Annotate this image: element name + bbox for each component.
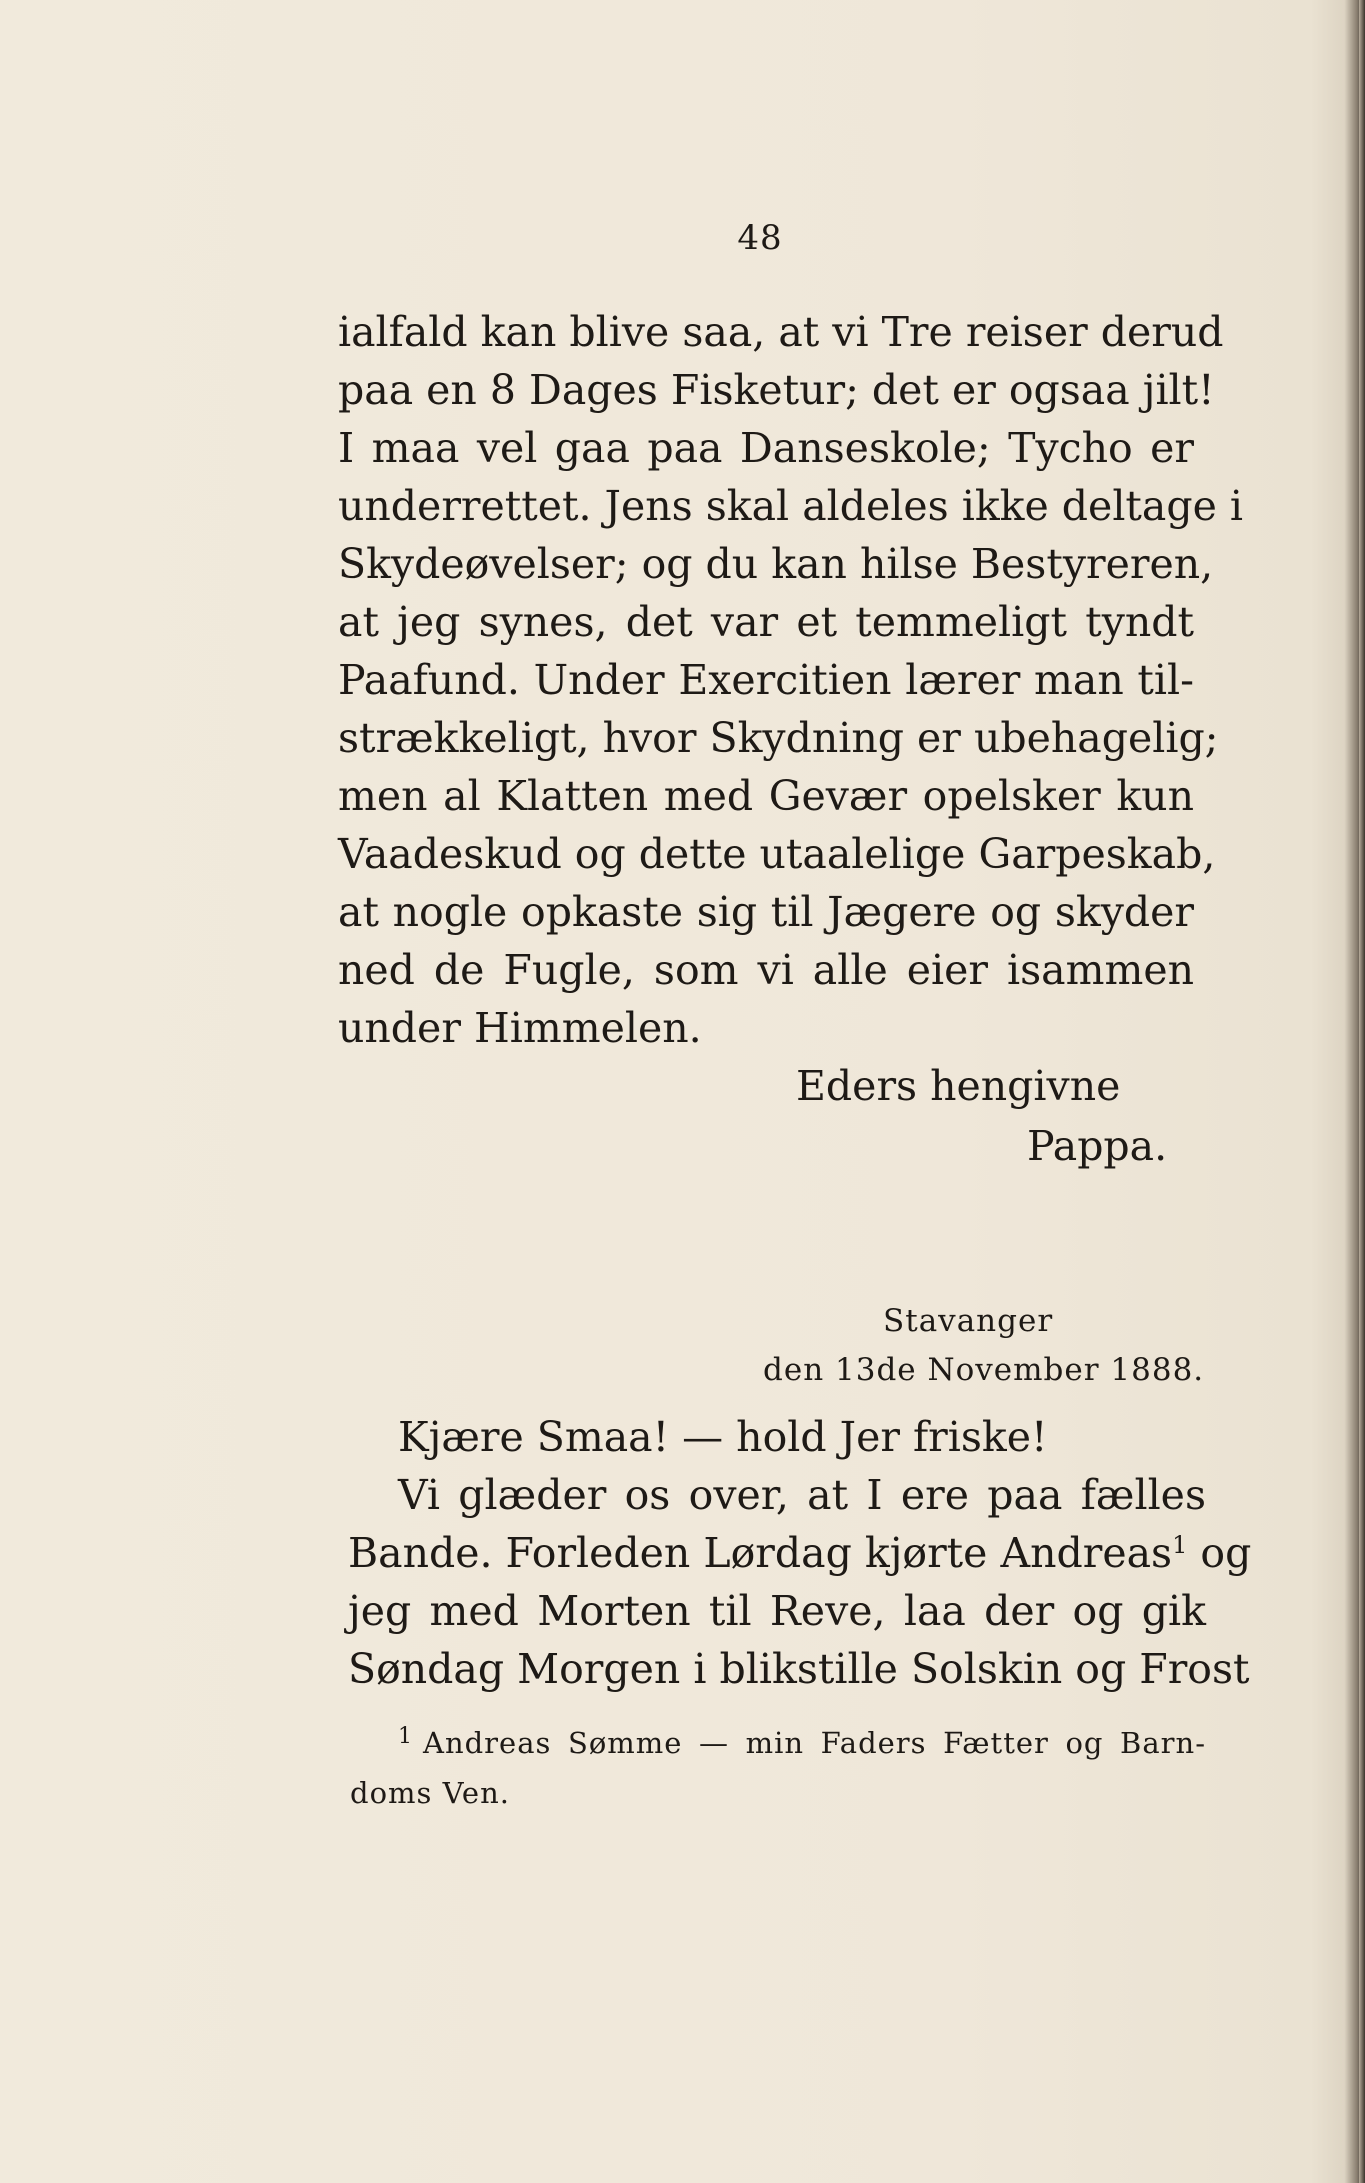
text-line: Skydeøvelser; og du kan hilse Bestyreren,	[338, 540, 1214, 588]
letter-signature: Pappa.	[1027, 1122, 1168, 1170]
footnote-reference: 1	[1172, 1531, 1188, 1559]
footnote-line: doms Ven.	[350, 1776, 510, 1810]
text-line: jeg med Morten til Reve, laa der og gik	[348, 1587, 1206, 1635]
page-number: 48	[737, 218, 783, 258]
text-line-part: og	[1187, 1529, 1252, 1577]
text-line: I maa vel gaa paa Danseskole; Tycho er	[338, 424, 1194, 472]
text-line: under Himmelen.	[338, 1004, 702, 1052]
text-line: ialfald kan blive saa, at vi Tre reiser derud	[338, 308, 1224, 356]
footnote-marker: 1	[398, 1724, 413, 1749]
footnote-text: Andreas Sømme — min Faders Fætter og Barn-	[423, 1726, 1206, 1760]
text-line: underrettet. Jens skal aldeles ikke deltage i	[338, 482, 1244, 530]
text-line: Paafund. Under Exercitien lærer man til-	[338, 656, 1194, 704]
text-line: at jeg synes, det var et temmeligt tyndt	[338, 598, 1194, 646]
letter-date: den 13de November 1888.	[763, 1352, 1205, 1388]
text-line: Vaadeskud og dette utaalelige Garpeskab,	[338, 830, 1216, 878]
text-line: strækkeligt, hvor Skydning er ubehagelig;	[338, 714, 1219, 762]
text-line-part: Bande. Forleden Lørdag kjørte Andreas	[348, 1529, 1173, 1577]
text-line: at nogle opkaste sig til Jægere og skyder	[338, 888, 1194, 936]
letter-closing: Eders hengivne	[796, 1062, 1121, 1110]
text-line	[348, 1524, 1252, 1582]
footnote-line	[398, 1726, 1206, 1760]
letter-place: Stavanger	[883, 1303, 1054, 1339]
salutation: Kjære Smaa! — hold Jer friske!	[398, 1413, 1048, 1461]
text-line: men al Klatten med Gevær opelsker kun	[338, 772, 1194, 820]
text-line: ned de Fugle, som vi alle eier isammen	[338, 946, 1194, 994]
page-edge-shadow	[1359, 0, 1365, 2183]
text-line: paa en 8 Dages Fisketur; det er ogsaa jilt!	[338, 366, 1215, 414]
text-line: Vi glæder os over, at I ere paa fælles	[398, 1471, 1206, 1519]
text-line: Søndag Morgen i blikstille Solskin og Frost	[348, 1645, 1250, 1693]
